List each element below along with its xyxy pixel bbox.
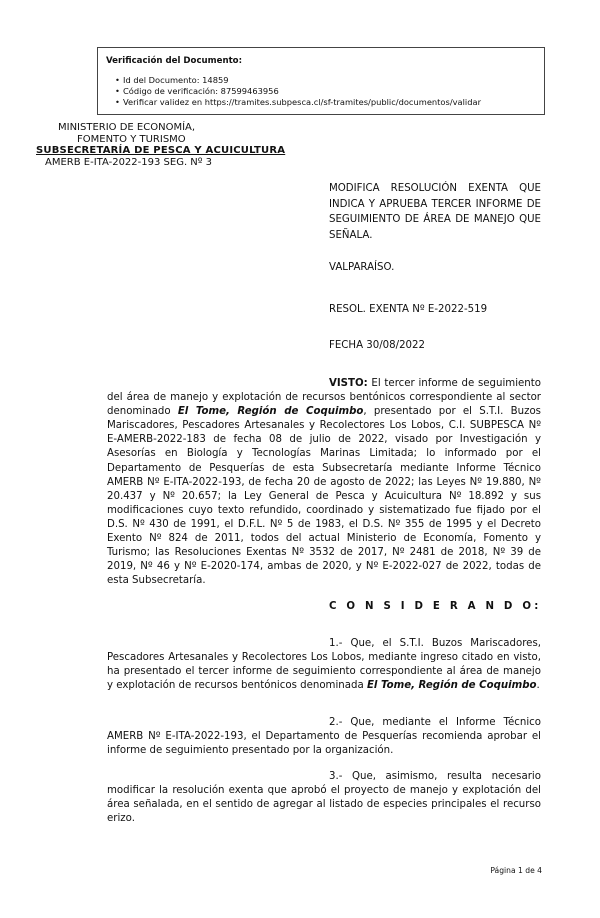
visto-paragraph (107, 377, 541, 588)
page-number: Página 1 de 4 (490, 866, 542, 875)
verification-list (106, 75, 536, 108)
considerando-title: C O N S I D E R A N D O: (329, 601, 542, 612)
visto-text-part2: , presentado por el S.T.I. Buzos Mariscadores, Pescadores Artesanales y Recolectores Los Lobos, C.I. SUBPESCA Nº E-AMERB-2022-183 de fecha 08 de julio de 2022, visado por Investigación y Asesorías en Biología y Tecnologías Marinas Limitada; lo informado por el Departamento de Pesquerías de esta Subsecretaría mediante Informe Técnico AMERB Nº E-ITA-2022-193, de fecha 20 de agosto de 2022; las Leyes Nº 19.880, Nº 20.437 y Nº 20.657; la Ley General de Pesca y Acuicultura Nº 18.892 y sus modificaciones cuyo texto refundido, coordinado y sistematizado fue fijado por el D.S. Nº 430 de 1991, el D.F.L. Nº 5 de 1983, el D.S. Nº 355 de 1995 y el Decreto Exento Nº 824 de 2011, todos del actual Ministerio de Economía, Fomento y Turismo; las Resoluciones Exentas Nº 3532 de 2017, Nº 2481 de 2018, Nº 39 de 2019, Nº 46 y Nº E-2020-174, ambas de 2020, y Nº E-2022-027 de 2022, todas de esta Subsecretaría. (107, 406, 541, 587)
resolution-number: RESOL. EXENTA Nº E-2022-519 (329, 304, 488, 315)
resolution-date: FECHA 30/08/2022 (329, 340, 425, 351)
resolution-summary: MODIFICA RESOLUCIÓN EXENTA QUE INDICA Y APRUEBA TERCER INFORME DE SEGUIMIENTO DE ÁREA DE MANEJO QUE SEÑALA. (329, 183, 541, 241)
considerando-3 (107, 770, 541, 826)
c3-text: 3.- Que, asimismo, resulta necesario modificar la resolución exenta que aprobó el proyecto de manejo y explotación del área señalada, en el sentido de agregar al listado de especies principales el recurso erizo. (107, 771, 541, 825)
document-reference: AMERB E-ITA-2022-193 SEG. Nº 3 (45, 156, 213, 168)
place: VALPARAÍSO. (329, 262, 395, 273)
considerando-2 (107, 716, 541, 758)
ministry-line1: MINISTERIO DE ECONOMÍA, (58, 122, 196, 133)
document-id-item: • Id del Documento: 14859 (115, 75, 536, 86)
visto-label: VISTO: (329, 378, 368, 389)
c2-text: 2.- Que, mediante el Informe Técnico AMERB Nº E-ITA-2022-193, el Departamento de Pesquerías recomienda aprobar el informe de seguimiento presentado por la organización. (107, 717, 541, 757)
subsecretaria-name: SUBSECRETARÍA DE PESCA Y ACUICULTURA (36, 145, 286, 156)
considerando-1 (107, 637, 541, 693)
verification-box (97, 47, 545, 115)
verification-code-item: • Código de verificación: 87599463956 (115, 86, 536, 97)
verification-url-item[interactable]: • Verificar validez en https://tramites.subpesca.cl/sf-tramites/public/documentos/validar (115, 97, 536, 108)
ministry-line2: FOMENTO Y TURISMO (77, 133, 186, 145)
visto-text-part1: El tercer informe de seguimiento del área de manejo y explotación de recursos bentónicos correspondiente al sector denominado (107, 378, 541, 418)
c1-sector: El Tome, Región de Coquimbo (366, 680, 537, 692)
visto-sector: El Tome, Región de Coquimbo (177, 406, 364, 418)
verification-title: Verificación del Documento: (106, 56, 243, 66)
c1-text: 1.- Que, el S.T.I. Buzos Mariscadores, Pescadores Artesanales y Recolectores Los Lobos, mediante ingreso citado en visto, ha presentado el tercer informe de seguimiento correspondiente al área de manejo y explotación de recursos bentónicos denominada (107, 638, 541, 692)
c1-end: . (536, 680, 540, 692)
ministry-header (36, 122, 286, 168)
